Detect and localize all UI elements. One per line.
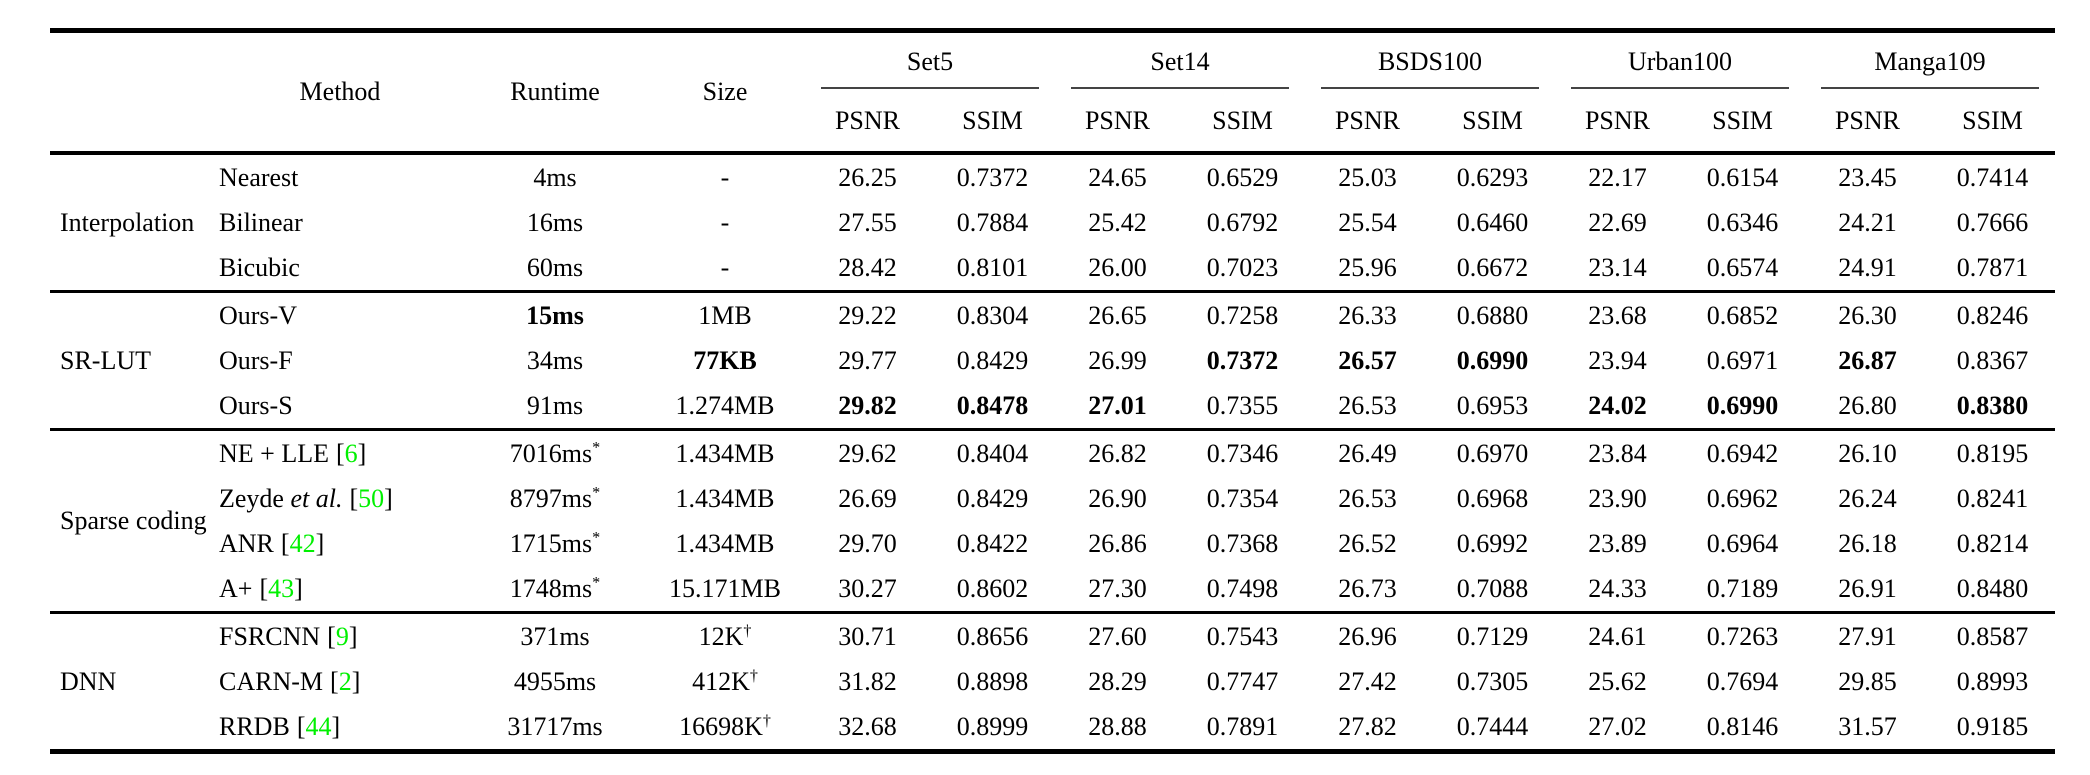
citation-bracket-close: ] [315,528,325,558]
method-cell [215,383,465,430]
metric-value: 26.30 [1805,292,1930,339]
cell-text: 1.274MB [675,390,775,420]
cell-text: 60ms [526,252,584,282]
metric-value: 24.02 [1588,390,1647,420]
metric-value: 28.88 [1088,711,1147,741]
size-cell [645,153,805,200]
cell-text: 1.434MB [675,483,775,513]
metric-value: 0.7498 [1206,573,1279,603]
metric-value: 22.17 [1555,153,1680,200]
metric-value: 0.6574 [1706,252,1779,282]
cell-text: 16698K [679,711,763,741]
metric-value: 0.6962 [1706,483,1779,513]
table-row [50,566,2055,613]
metric-value: 31.57 [1838,711,1897,741]
runtime-cell [465,245,645,292]
metric-value: 27.30 [1088,573,1147,603]
table-row [50,338,2055,383]
cell-superscript: † [743,621,752,639]
metric-value: 29.85 [1838,666,1897,696]
citation-bracket-close: ] [294,573,303,603]
method-cell [215,292,465,339]
citation [336,439,366,468]
table-row [50,521,2055,566]
metric-value: 29.77 [838,345,897,375]
citation-number: 50 [358,483,385,513]
method-cell [215,245,465,292]
metric-value: 27.60 [1055,613,1180,660]
metric-value: 26.24 [1838,483,1897,513]
metric-value: 0.6971 [1706,345,1779,375]
size-cell [645,566,805,613]
cell-text: 15.171MB [669,573,781,603]
table-body [50,153,2055,752]
citation-bracket-close: ] [331,711,341,741]
metric-value: 26.91 [1838,573,1897,603]
metric-header-psnr: PSNR [1334,106,1401,135]
metric-value: 23.89 [1588,528,1647,558]
cell-superscript: * [592,438,601,456]
metric-value: 27.82 [1338,711,1397,741]
metric-value: 26.57 [1338,345,1397,375]
method-name: Nearest [219,162,299,192]
metric-value: 0.8480 [1956,573,2029,603]
metric-value: 25.54 [1338,207,1397,237]
cell-superscript: * [592,483,601,501]
table-row [50,153,2055,200]
metric-header-ssim: SSIM [962,106,1023,135]
metric-value: 0.7088 [1456,573,1529,603]
metric-value: 26.73 [1338,573,1397,603]
metric-value: 0.7355 [1206,390,1279,420]
metric-value: 0.6529 [1180,153,1305,200]
metric-value: 23.68 [1555,292,1680,339]
table-row [50,704,2055,752]
metric-value: 26.96 [1305,613,1430,660]
size-cell [645,245,805,292]
citation-bracket-open: [ [330,666,339,696]
metric-header-ssim: SSIM [1962,106,2023,135]
method-name: NE + LLE [219,438,329,468]
metric-value: 26.86 [1088,528,1147,558]
metric-value: 0.6672 [1456,252,1529,282]
table-row [50,613,2055,660]
metric-value: 26.53 [1338,390,1397,420]
method-name: Ours-F [219,345,293,375]
metric-value: 26.82 [1055,430,1180,477]
metric-value: 22.69 [1588,207,1647,237]
metric-value: 0.7414 [1930,153,2055,200]
citation [349,484,392,513]
method-name: RRDB [219,711,290,741]
citation-bracket-open: [ [280,528,290,558]
col-header-size: Size [702,77,748,106]
runtime-cell [465,476,645,521]
cell-text: 4955ms [513,666,597,696]
method-cell [215,430,465,477]
metric-value: 23.14 [1588,252,1647,282]
metric-value: 0.7372 [1206,345,1279,375]
metric-value: 0.8367 [1956,345,2029,375]
method-cell [215,153,465,200]
method-name: A+ [219,573,253,603]
metric-value: 0.8304 [930,292,1055,339]
cell-text: - [720,162,730,192]
metric-value: 0.6964 [1706,528,1779,558]
metric-value: 25.62 [1588,666,1647,696]
cell-text: 34ms [526,345,584,375]
citation-bracket-close: ] [351,666,361,696]
metric-value: 0.8429 [956,483,1029,513]
metric-value: 27.01 [1088,390,1147,420]
metric-value: 29.70 [838,528,897,558]
metric-value: 0.8380 [1956,390,2029,420]
size-cell [645,200,805,245]
dataset-header-bsds100: BSDS100 [1305,31,1555,92]
runtime-cell [465,613,645,660]
method-cell [215,338,465,383]
method-name: Zeyde [219,483,291,513]
metric-value: 0.8993 [1956,666,2029,696]
metric-value: 0.8656 [930,613,1055,660]
cell-text: 31717ms [507,711,603,741]
cell-text: 7016ms [509,438,593,468]
metric-value: 0.8587 [1930,613,2055,660]
runtime-cell [465,383,645,430]
cell-text: 12K [698,621,744,651]
citation [297,712,340,741]
metric-value: 0.7263 [1680,613,1805,660]
metric-value: 0.6852 [1680,292,1805,339]
metric-value: 25.96 [1338,252,1397,282]
metric-value: 0.6880 [1430,292,1555,339]
citation-bracket-open: [ [259,573,269,603]
metric-value: 0.9185 [1956,711,2029,741]
metric-value: 26.33 [1305,292,1430,339]
method-name: Bilinear [219,207,303,237]
metric-value: 26.53 [1338,483,1397,513]
metric-value: 0.6346 [1706,207,1779,237]
method-name: CARN-M [219,666,324,696]
size-cell [645,704,805,752]
metric-header-ssim: SSIM [1462,106,1523,135]
cell-text: 1MB [698,300,752,330]
metric-value: 0.8602 [956,573,1029,603]
metric-value: 28.29 [1088,666,1147,696]
metric-value: 24.65 [1055,153,1180,200]
metric-value: 24.61 [1555,613,1680,660]
cell-text: 1.434MB [675,438,775,468]
citation-bracket-close: ] [348,621,358,651]
cell-superscript: † [749,666,758,684]
metric-value: 0.6460 [1456,207,1529,237]
metric-value: 26.90 [1088,483,1147,513]
runtime-cell [465,153,645,200]
cell-text: 1748ms [509,573,593,603]
metric-value: 26.69 [838,483,897,513]
metric-value: 26.99 [1088,345,1147,375]
metric-value: 0.7444 [1456,711,1529,741]
group-label: Interpolation [50,153,215,292]
metric-header-ssim: SSIM [1212,106,1273,135]
metric-value: 0.6992 [1456,528,1529,558]
metric-value: 0.8429 [956,345,1029,375]
runtime-cell [465,430,645,477]
citation [330,667,360,696]
table-header [50,31,2055,154]
runtime-cell [465,200,645,245]
cell-text: 91ms [526,390,584,420]
citation-number: 9 [335,621,349,651]
metric-value: 0.7346 [1180,430,1305,477]
cell-text: - [720,207,730,237]
metric-value: 24.91 [1838,252,1897,282]
runtime-cell [465,566,645,613]
method-cell [215,521,465,566]
method-cell [215,566,465,613]
group-label: DNN [50,613,215,752]
runtime-cell [465,292,645,339]
metric-value: 0.7871 [1956,252,2029,282]
table-row [50,659,2055,704]
cell-superscript: * [592,573,601,591]
metric-value: 0.6942 [1680,430,1805,477]
metric-value: 0.7023 [1206,252,1279,282]
metric-value: 0.6293 [1430,153,1555,200]
size-cell [645,521,805,566]
dataset-header-set5: Set5 [805,31,1055,92]
citation-number: 6 [344,438,358,468]
col-header-runtime: Runtime [510,77,600,106]
size-cell [645,476,805,521]
metric-value: 0.7666 [1956,207,2029,237]
method-name: Ours-S [219,390,293,420]
metric-value: 0.6990 [1456,345,1529,375]
runtime-cell [465,704,645,752]
metric-value: 28.42 [838,252,897,282]
method-name-italic: et al. [290,483,343,513]
metric-value: 0.8214 [1956,528,2029,558]
metric-value: 0.8146 [1706,711,1779,741]
citation-number: 44 [305,711,332,741]
metric-value: 25.42 [1088,207,1147,237]
table-row [50,383,2055,430]
metric-value: 24.33 [1588,573,1647,603]
metric-header-psnr: PSNR [834,106,901,135]
runtime-cell [465,338,645,383]
size-cell [645,338,805,383]
metric-value: 27.91 [1805,613,1930,660]
metric-value: 26.25 [805,153,930,200]
citation-bracket-open: [ [327,621,336,651]
metric-value: 26.87 [1838,345,1897,375]
method-name: Bicubic [219,252,300,282]
metric-value: 27.42 [1338,666,1397,696]
cell-text: 8797ms [509,483,593,513]
metric-value: 0.6953 [1456,390,1529,420]
dataset-header-set14: Set14 [1055,31,1305,92]
citation-bracket-close: ] [357,438,367,468]
metric-value: 0.7372 [930,153,1055,200]
metric-value: 0.7129 [1430,613,1555,660]
metric-value: 30.27 [838,573,897,603]
metric-header-ssim: SSIM [1712,106,1773,135]
metric-value: 0.8422 [956,528,1029,558]
metric-value: 0.6970 [1430,430,1555,477]
metric-value: 0.6990 [1706,390,1779,420]
metric-value: 0.7891 [1206,711,1279,741]
metric-value: 0.8101 [956,252,1029,282]
table-row [50,200,2055,245]
metric-value: 0.8241 [1956,483,2029,513]
size-cell [645,383,805,430]
metric-value: 0.7747 [1206,666,1279,696]
metric-value: 26.49 [1305,430,1430,477]
results-table-container [50,28,2055,754]
metric-value: 27.02 [1588,711,1647,741]
table-row [50,245,2055,292]
metric-header-psnr: PSNR [1834,106,1901,135]
size-cell [645,613,805,660]
runtime-cell [465,659,645,704]
runtime-cell [465,521,645,566]
metric-value: 29.82 [838,390,897,420]
cell-text: 15ms [526,300,584,330]
citation [327,622,357,651]
table-row [50,292,2055,339]
group-label: Sparse coding [50,430,215,613]
dataset-header-manga109: Manga109 [1805,31,2055,92]
metric-value: 24.21 [1838,207,1897,237]
cell-text: 1715ms [509,528,593,558]
method-cell [215,200,465,245]
cell-text: 4ms [533,162,577,192]
group-column-header [50,31,215,154]
metric-header-psnr: PSNR [1084,106,1151,135]
method-cell [215,476,465,521]
citation [259,574,302,603]
metric-value: 25.03 [1305,153,1430,200]
metric-value: 26.52 [1338,528,1397,558]
citation-number: 2 [338,666,352,696]
metric-value: 26.65 [1055,292,1180,339]
metric-value: 0.6154 [1680,153,1805,200]
header-row-datasets [50,31,2055,92]
metric-value: 26.00 [1088,252,1147,282]
metric-value: 0.8478 [956,390,1029,420]
metric-value: 0.6968 [1456,483,1529,513]
metric-value: 0.7543 [1180,613,1305,660]
table-row [50,476,2055,521]
cell-superscript: † [762,711,771,729]
citation-bracket-close: ] [384,483,393,513]
method-name: ANR [219,528,274,558]
metric-value: 0.7368 [1206,528,1279,558]
method-cell [215,659,465,704]
cell-text: 1.434MB [675,528,775,558]
cell-text: 412K [692,666,750,696]
results-table [50,28,2055,754]
size-cell [645,292,805,339]
metric-value: 23.45 [1805,153,1930,200]
table-row [50,430,2055,477]
metric-value: 32.68 [838,711,897,741]
metric-value: 0.8404 [930,430,1055,477]
citation-bracket-open: [ [335,438,345,468]
metric-value: 0.7305 [1456,666,1529,696]
metric-value: 27.55 [838,207,897,237]
metric-value: 0.7189 [1706,573,1779,603]
cell-text: 371ms [520,621,590,651]
citation-number: 43 [268,573,295,603]
metric-value: 29.62 [805,430,930,477]
method-name: FSRCNN [219,621,321,651]
citation-bracket-open: [ [296,711,306,741]
cell-text: 16ms [526,207,584,237]
size-cell [645,430,805,477]
col-header-method: Method [299,77,381,106]
metric-value: 30.71 [805,613,930,660]
metric-header-psnr: PSNR [1584,106,1651,135]
group-label: SR-LUT [50,292,215,430]
metric-value: 0.6792 [1206,207,1279,237]
citation [281,529,324,558]
metric-value: 0.8898 [956,666,1029,696]
metric-value: 0.7258 [1180,292,1305,339]
metric-value: 0.8999 [956,711,1029,741]
cell-text: 77KB [693,345,757,375]
dataset-header-urban100: Urban100 [1555,31,1805,92]
metric-value: 23.84 [1555,430,1680,477]
cell-superscript: * [592,528,601,546]
metric-value: 29.22 [805,292,930,339]
metric-value: 23.90 [1588,483,1647,513]
cell-text: - [720,252,730,282]
metric-value: 31.82 [838,666,897,696]
citation-bracket-open: [ [349,483,359,513]
metric-value: 26.10 [1805,430,1930,477]
metric-value: 0.7354 [1206,483,1279,513]
metric-value: 26.18 [1838,528,1897,558]
citation-number: 42 [289,528,316,558]
method-cell [215,613,465,660]
metric-value: 0.7884 [956,207,1029,237]
method-cell [215,704,465,752]
metric-value: 0.8246 [1930,292,2055,339]
metric-value: 26.80 [1838,390,1897,420]
metric-value: 0.8195 [1930,430,2055,477]
size-cell [645,659,805,704]
method-name: Ours-V [219,300,297,330]
metric-value: 23.94 [1588,345,1647,375]
metric-value: 0.7694 [1706,666,1779,696]
